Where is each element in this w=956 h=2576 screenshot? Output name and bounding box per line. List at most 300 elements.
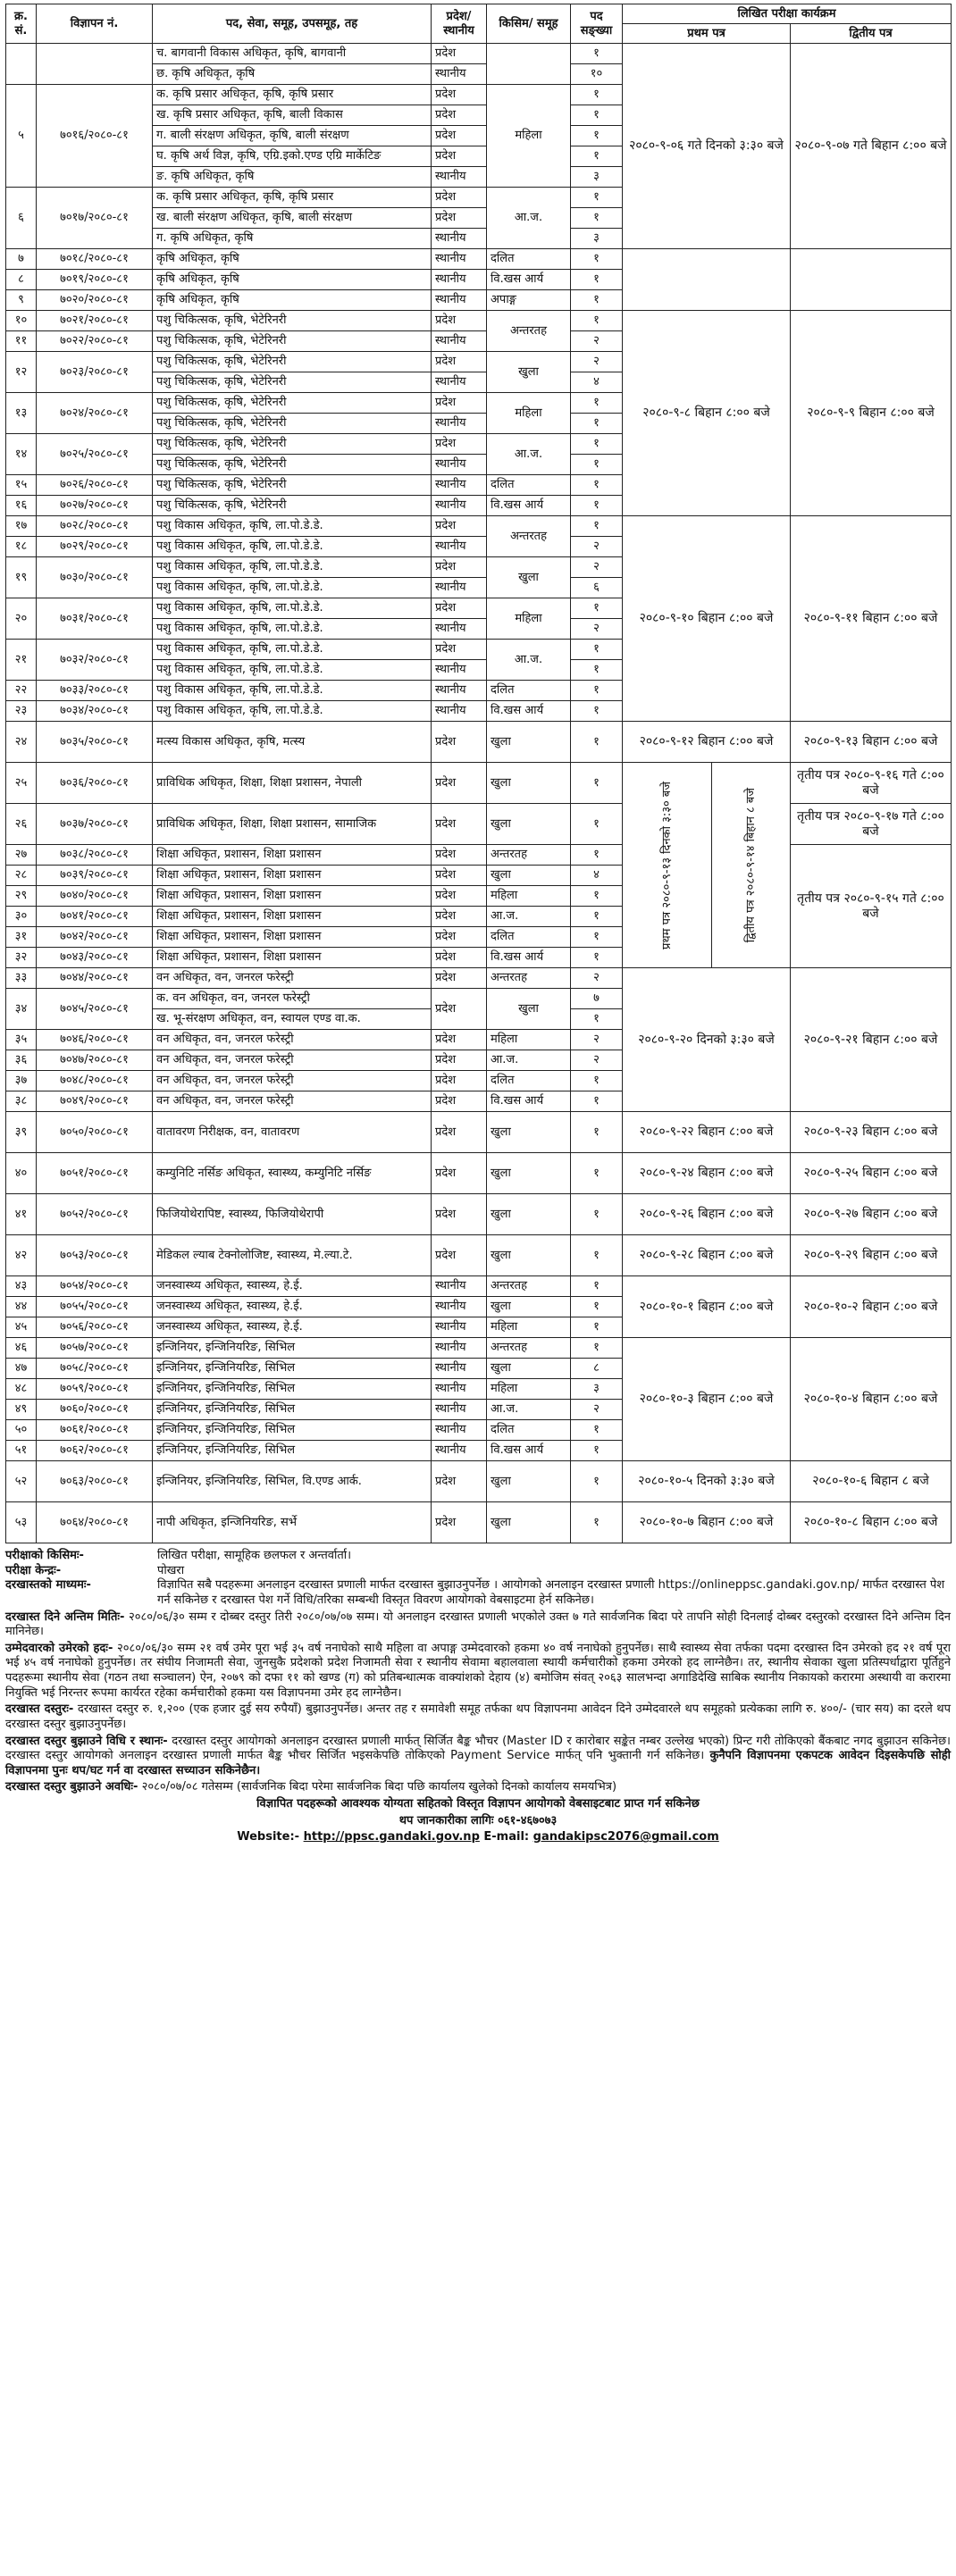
sn-cell: ९ [6,290,37,311]
adv-cell: ७०२१/२०८०-८१ [37,311,153,331]
type-cell: आ.ज. [487,907,571,927]
count-cell: १ [571,660,623,681]
table-row [6,804,952,845]
count-cell: १ [571,1461,623,1502]
adv-cell: ७०५५/२०८०-८१ [37,1297,153,1317]
post-cell: पशु विकास अधिकृत, कृषि, ला.पो.डे.डे. [153,516,432,537]
type-cell: महिला [487,1030,571,1050]
level-cell: स्थानीय [432,414,487,434]
level-cell: प्रदेश [432,1194,487,1235]
adv-cell: ७०५८/२०८०-८१ [37,1359,153,1379]
type-cell: अन्तरतह [487,845,571,866]
level-cell: प्रदेश [432,434,487,455]
level-cell: प्रदेश [432,640,487,660]
level-cell: प्रदेश [432,126,487,146]
sn-cell: १० [6,311,37,331]
sn-cell: २२ [6,681,37,701]
first-paper-date: २०८०-९-२० दिनको ३:३० बजे [623,968,791,1112]
table-row [6,1338,952,1359]
sn-cell: १६ [6,496,37,516]
sn-cell: ३१ [6,927,37,948]
exam-center-label: परीक्षा केन्द्रः- [5,1563,62,1577]
count-cell: १ [571,475,623,496]
count-cell: १ [571,414,623,434]
type-cell: आ.ज. [487,1050,571,1071]
second-paper-date: २०८०-९-२५ बिहान ८:०० बजे [791,1153,952,1194]
table-row [6,845,952,866]
adv-cell: ७०५३/२०८०-८१ [37,1235,153,1276]
sn-cell: २४ [6,722,37,763]
table-row [6,1461,952,1502]
sn-cell: ३३ [6,968,37,989]
count-cell: १ [571,1338,623,1359]
level-cell: स्थानीय [432,167,487,188]
type-cell: वि.खस आर्य [487,1441,571,1461]
level-cell: प्रदेश [432,1461,487,1502]
count-cell: १ [571,188,623,208]
type-cell: अन्तरतह [487,1276,571,1297]
sn-cell: ८ [6,270,37,290]
email-label: E-mail: [483,1830,530,1844]
post-cell: जनस्वास्थ्य अधिकृत, स्वास्थ्य, हे.ई. [153,1317,432,1338]
count-cell: १ [571,290,623,311]
sn-cell: १२ [6,352,37,393]
count-cell: १ [571,907,623,927]
type-cell: खुला [487,352,571,393]
second-paper-date: २०८०-९-२७ बिहान ८:०० बजे [791,1194,952,1235]
type-cell: महिला [487,886,571,907]
level-cell: स्थानीय [432,475,487,496]
count-cell: १ [571,1441,623,1461]
sn-cell: ५१ [6,1441,37,1461]
sn-cell: ३० [6,907,37,927]
level-cell: प्रदेश [432,845,487,866]
post-cell: जनस्वास्थ्य अधिकृत, स्वास्थ्य, हे.ई. [153,1276,432,1297]
post-cell: पशु चिकित्सक, कृषि, भेटेरिनरी [153,331,432,352]
second-paper-date: २०८०-९-११ बिहान ८:०० बजे [791,516,952,722]
first-paper-date: २०८०-९-१० बिहान ८:०० बजे [623,516,791,722]
type-cell: महिला [487,598,571,640]
sn-cell: २५ [6,763,37,804]
adv-cell: ७०५१/२०८०-८१ [37,1153,153,1194]
count-cell: १ [571,126,623,146]
third-paper-date: तृतीय पत्र २०८०-९-१७ गते ८:०० बजे [791,804,952,845]
post-cell: ख. भू-संरक्षण अधिकृत, वन, स्वायल एण्ड वा.क. [153,1009,432,1030]
type-cell: अन्तरतह [487,1338,571,1359]
age-paragraph [5,1642,951,1702]
level-cell: स्थानीय [432,578,487,598]
second-paper-date: २०८०-९-१३ बिहान ८:०० बजे [791,722,952,763]
adv-cell: ७०३७/२०८०-८१ [37,804,153,845]
adv-cell: ७०३६/२०८०-८१ [37,763,153,804]
count-cell: १ [571,516,623,537]
type-cell: अपाङ्ग [487,290,571,311]
post-cell: घ. कृषि अर्थ विज्ञ, कृषि, एग्रि.इको.एण्ड एग्रि मार्केटिङ [153,146,432,167]
post-cell: पशु चिकित्सक, कृषि, भेटेरिनरी [153,475,432,496]
post-cell: पशु विकास अधिकृत, कृषि, ला.पो.डे.डे. [153,640,432,660]
count-cell: १ [571,393,623,414]
sn-cell: ७ [6,249,37,270]
adv-cell: ७०३८/२०८०-८१ [37,845,153,866]
level-cell: प्रदेश [432,188,487,208]
type-cell: खुला [487,1461,571,1502]
post-cell: कृषि अधिकृत, कृषि [153,290,432,311]
notice-info [5,1549,951,1845]
sn-cell: १५ [6,475,37,496]
adv-cell: ७०६०/२०८०-८१ [37,1400,153,1420]
level-cell: स्थानीय [432,64,487,85]
count-cell: १ [571,598,623,619]
level-cell: स्थानीय [432,1400,487,1420]
post-cell: ङ. कृषि अधिकृत, कृषि [153,167,432,188]
table-row [6,968,952,989]
level-cell: स्थानीय [432,249,487,270]
adv-cell: ७०४६/२०८०-८१ [37,1030,153,1050]
application-medium-value: विज्ञापित सबै पदहरूमा अनलाइन दरखास्त प्रणाली मार्फत दरखास्त बुझाउनुपर्नेछ । आयोगको अनलाइन दरखास्त प्रणाली https://onlineppsc.gandaki.gov.np/ मार्फत दरखास्त पेश गर्न सकिनेछ र दरखास्त पेश गर्ने विधि/तरिका सम्बन्धी विस्तृत विवरण आयोगको वेबसाइटमा हेर्न सकिनेछ। [157,1578,945,1607]
post-cell: वन अधिकृत, वन, जनरल फरेस्ट्री [153,1091,432,1112]
post-cell: कृषि अधिकृत, कृषि [153,249,432,270]
fee-paragraph [5,1702,951,1732]
count-cell: २ [571,537,623,557]
adv-cell: ७०१६/२०८०-८१ [37,85,153,188]
level-cell: प्रदेश [432,1153,487,1194]
level-cell: स्थानीय [432,1420,487,1441]
count-cell: ३ [571,229,623,249]
count-cell: १ [571,1071,623,1091]
footer-contact: थप जानकारीका लागिः ०६१-४६७०७३ [398,1813,558,1827]
level-cell: स्थानीय [432,1359,487,1379]
adv-cell: ७०५४/२०८०-८१ [37,1276,153,1297]
post-cell: छ. कृषि अधिकृत, कृषि [153,64,432,85]
header-second-paper: द्वितीय पत्र [791,24,952,44]
count-cell: ३ [571,1379,623,1400]
sn-cell: २१ [6,640,37,681]
count-cell: १ [571,311,623,331]
sn-cell: ३९ [6,1112,37,1153]
level-cell: प्रदेश [432,516,487,537]
third-paper-date: तृतीय पत्र २०८०-९-१५ गते ८:०० बजे [791,845,952,968]
post-cell: पशु चिकित्सक, कृषि, भेटेरिनरी [153,434,432,455]
header-sn: क्र. सं. [6,4,37,44]
adv-cell: ७०६४/२०८०-८१ [37,1502,153,1543]
first-paper-date: २०८०-१०-१ बिहान ८:०० बजे [623,1276,791,1338]
second-paper-date: २०८०-१०-८ बिहान ८:०० बजे [791,1502,952,1543]
exam-center-row [5,1564,951,1579]
post-cell: मत्स्य विकास अधिकृत, कृषि, मत्स्य [153,722,432,763]
sn-cell: ४९ [6,1400,37,1420]
count-cell: १ [571,434,623,455]
type-cell: वि.खस आर्य [487,1091,571,1112]
level-cell: प्रदेश [432,968,487,989]
count-cell: १ [571,845,623,866]
sn-cell: ४४ [6,1297,37,1317]
header-type: किसिम/ समूह [487,4,571,44]
count-cell: १ [571,1297,623,1317]
application-medium-label: दरखास्तको माध्यमः- [5,1578,91,1593]
post-cell: वन अधिकृत, वन, जनरल फरेस्ट्री [153,1030,432,1050]
post-cell: वातावरण निरीक्षक, वन, वातावरण [153,1112,432,1153]
sn-cell: ५० [6,1420,37,1441]
count-cell: १ [571,1276,623,1297]
sn-cell: ११ [6,331,37,352]
adv-cell: ७०५७/२०८०-८१ [37,1338,153,1359]
sn-cell: ४३ [6,1276,37,1297]
count-cell: २ [571,331,623,352]
sn-cell: २७ [6,845,37,866]
application-medium-row [5,1578,951,1608]
type-cell: अन्तरतह [487,968,571,989]
post-cell: पशु चिकित्सक, कृषि, भेटेरिनरी [153,496,432,516]
table-row [6,1112,952,1153]
level-cell: प्रदेश [432,948,487,968]
count-cell: १ [571,763,623,804]
count-cell: १ [571,1502,623,1543]
post-cell: पशु चिकित्सक, कृषि, भेटेरिनरी [153,455,432,475]
type-cell: महिला [487,393,571,434]
age-value: २०८०/०६/३० सम्म २१ वर्ष उमेर पूरा भई ३५ वर्ष ननाघेको साथै महिला वा अपाङ्ग उम्मेदवारको हकमा ४० वर्ष ननाघेको हुनुपर्नेछ। साथै स्वास्थ्य सेवा तर्फका पदमा दरखास्त दिन उमेरको हद २१ वर्ष पूरा भई ४५ वर्ष ननाघेको हुनुपर्नेछ। तर संघीय निजामती सेवा, जुनसुकै प्रदेशको प्रदेश निजामती सेवा र स्थानीय सेवामा बहालवाला स्थायी कर्मचारीको हकमा उमेरको हद लाग्नेछैन। तर, स्थानीय सेवाका खुला प्रतिस्पर्धाद्वारा पूर्तिहुने पदहरूमा स्थानीय सेवा (गठन तथा सञ्चालन) ऐन, २०७९ को दफा ११ को खण्ड (ग) को प्रतिबन्धात्मक वाक्यांशको देहाय (४) बमोजिम संवत् २०६३ सालभन्दा अगाडिदेखि साबिक स्थानीय निकायको करारमा अस्थायी वा करारमा नियुक्ति भई निरन्तर रूपमा कार्यरत रहेका कर्मचारीको हकमा यस विज्ञापनमा उमेर हद लाग्नेछैन। [5,1641,951,1700]
level-cell: प्रदेश [432,1235,487,1276]
adv-cell: ७०५९/२०८०-८१ [37,1379,153,1400]
type-cell: खुला [487,1297,571,1317]
type-cell: खुला [487,1112,571,1153]
post-cell: कृषि अधिकृत, कृषि [153,270,432,290]
type-cell: खुला [487,1235,571,1276]
second-paper-date: २०८०-९-०७ गते बिहान ८:०० बजे [791,44,952,249]
post-cell: पशु विकास अधिकृत, कृषि, ला.पो.डे.डे. [153,598,432,619]
post-cell: क. कृषि प्रसार अधिकृत, कृषि, कृषि प्रसार [153,188,432,208]
level-cell: स्थानीय [432,455,487,475]
type-cell: महिला [487,85,571,188]
count-cell: १ [571,1153,623,1194]
sn-cell: ४२ [6,1235,37,1276]
adv-cell: ७०२२/२०८०-८१ [37,331,153,352]
count-cell: १ [571,208,623,229]
sn-cell: ५ [6,85,37,188]
adv-cell: ७०४७/२०८०-८१ [37,1050,153,1071]
count-cell: २ [571,619,623,640]
adv-cell: ७०१८/२०८०-८१ [37,249,153,270]
post-cell: फिजियोथेरापिष्ट, स्वास्थ्य, फिजियोथेरापी [153,1194,432,1235]
level-cell: प्रदेश [432,1091,487,1112]
adv-cell: ७०२७/२०८०-८१ [37,496,153,516]
post-cell: इन्जिनियर, इन्जिनियरिङ, सिभिल [153,1379,432,1400]
type-cell: खुला [487,1359,571,1379]
sn-cell: ३६ [6,1050,37,1071]
adv-cell: ७०२९/२०८०-८१ [37,537,153,557]
post-cell: क. कृषि प्रसार अधिकृत, कृषि, कृषि प्रसार [153,85,432,105]
table-row [6,1194,952,1235]
count-cell: २ [571,1050,623,1071]
exam-type-row [5,1549,951,1564]
adv-cell: ७०६२/२०८०-८१ [37,1441,153,1461]
type-cell: आ.ज. [487,188,571,249]
adv-cell: ७०२०/२०८०-८१ [37,290,153,311]
level-cell: प्रदेश [432,866,487,886]
payment-deadline-label: दरखास्त दस्तुर बुझाउने अवधिः- [5,1780,138,1794]
deadline-paragraph [5,1610,951,1640]
sn-cell: ४५ [6,1317,37,1338]
type-cell: वि.खस आर्य [487,496,571,516]
level-cell: स्थानीय [432,681,487,701]
exam-center-value: पोखरा [157,1563,185,1577]
count-cell: २ [571,968,623,989]
first-paper-date: २०८०-१०-३ बिहान ८:०० बजे [623,1338,791,1461]
count-cell: १ [571,249,623,270]
second-paper-date: २०८०-१०-२ बिहान ८:०० बजे [791,1276,952,1338]
sn-cell: १४ [6,434,37,475]
footer-links [5,1830,951,1845]
table-row [6,722,952,763]
post-cell: इन्जिनियर, इन्जिनियरिङ, सिभिल, वि.एण्ड आर्क. [153,1461,432,1502]
adv-cell: ७०३१/२०८०-८१ [37,598,153,640]
adv-cell: ७०५२/२०८०-८१ [37,1194,153,1235]
level-cell: प्रदेश [432,927,487,948]
type-cell: वि.खस आर्य [487,701,571,722]
header-post: पद, सेवा, समूह, उपसमूह, तह [153,4,432,44]
payment-value: दरखास्त दस्तुर आयोगको अनलाइन दरखास्त प्रणाली मार्फत् सिर्जित बैङ्क भौचर (Master ID र कारोबार सङ्केत नम्बर उल्लेख भएको) प्रिन्ट गरी तोकिएको बैंकबाट नगद बुझाउन सकिनेछ। दरखास्त दस्तुर आयोगको अनलाइन दरखास्त प्रणाली मार्फत बैङ्क भौचर सिर्जित भइसकेपछि तोकिएको Payment Service मार्फत् पनि भुक्तानी गर्न सकिनेछ। [5,1734,951,1763]
sn-cell: ६ [6,188,37,249]
level-cell: प्रदेश [432,1050,487,1071]
level-cell: प्रदेश [432,352,487,372]
sn-cell: ४६ [6,1338,37,1359]
type-cell: आ.ज. [487,640,571,681]
count-cell: १ [571,1420,623,1441]
type-cell: खुला [487,722,571,763]
level-cell: प्रदेश [432,311,487,331]
type-cell: खुला [487,1194,571,1235]
sn-cell: ५३ [6,1502,37,1543]
type-cell: अन्तरतह [487,516,571,557]
post-cell: प्राविधिक अधिकृत, शिक्षा, शिक्षा प्रशासन, सामाजिक [153,804,432,845]
count-cell: १ [571,496,623,516]
post-cell: पशु चिकित्सक, कृषि, भेटेरिनरी [153,414,432,434]
sn-cell: ३२ [6,948,37,968]
second-paper-vertical: द्वितीय पत्र २०८०-९-१४ बिहान ८ बजे [712,763,791,968]
level-cell: प्रदेश [432,763,487,804]
type-cell: दलित [487,1071,571,1091]
post-cell: शिक्षा अधिकृत, प्रशासन, शिक्षा प्रशासन [153,948,432,968]
deadline-value: २०८०/०६/३० सम्म र दोब्बर दस्तुर तिरी २०८०/०७/०७ सम्म। यो अनलाइन दरखास्त प्रणाली भएकोले उक्त ७ गते सार्वजनिक बिदा परे तापनि सोही दिनलाई दोब्बर दस्तुरको दरखास्त दिने अन्तिम दिन मानिनेछ। [5,1610,951,1639]
sn-cell: ४० [6,1153,37,1194]
type-cell: दलित [487,1420,571,1441]
level-cell: प्रदेश [432,907,487,927]
count-cell: १ [571,886,623,907]
count-cell: २ [571,352,623,372]
adv-cell: ७०३९/२०८०-८१ [37,866,153,886]
payment-warning: कुनैपनि विज्ञापनमा एकपटक आवेदन दिइसकेपछि सोही विज्ञापनमा पुनः थप/घट गर्न वा दरखास्त सच्याउन सकिनेछैन। [5,1749,951,1777]
level-cell: प्रदेश [432,393,487,414]
post-cell: इन्जिनियर, इन्जिनियरिङ, सिभिल [153,1338,432,1359]
level-cell: प्रदेश [432,557,487,578]
sn-cell: १७ [6,516,37,537]
count-cell: १ [571,804,623,845]
age-label: उम्मेदवारको उमेरको हदः- [5,1641,113,1655]
sn-cell: ३७ [6,1071,37,1091]
count-cell: १ [571,146,623,167]
level-cell: स्थानीय [432,1338,487,1359]
fee-value: दरखास्त दस्तुर रु. १,२०० (एक हजार दुई सय रुपैयाँ) बुझाउनुपर्नेछ। अन्तर तह र समावेशी समूह तर्फका थप विज्ञापनमा आवेदन दिने उम्मेदवारले थप समूहको प्रत्येकका लागि रु. ४००/- (चार सय) का दरले थप दरखास्त दस्तुर बुझाउनुपर्नेछ। [5,1702,951,1731]
deadline-label: दरखास्त दिने अन्तिम मितिः- [5,1610,125,1624]
post-cell: शिक्षा अधिकृत, प्रशासन, शिक्षा प्रशासन [153,927,432,948]
second-paper-date: २०८०-१०-४ बिहान ८:०० बजे [791,1338,952,1461]
first-paper-date: २०८०-१०-५ दिनको ३:३० बजे [623,1461,791,1502]
post-cell: पशु चिकित्सक, कृषि, भेटेरिनरी [153,372,432,393]
count-cell: ७ [571,989,623,1009]
post-cell: वन अधिकृत, वन, जनरल फरेस्ट्री [153,968,432,989]
type-cell: दलित [487,681,571,701]
adv-cell: ७०६१/२०८०-८१ [37,1420,153,1441]
post-cell: शिक्षा अधिकृत, प्रशासन, शिक्षा प्रशासन [153,907,432,927]
table-row [6,44,952,64]
post-cell: कम्युनिटि नर्सिङ अधिकृत, स्वास्थ्य, कम्युनिटि नर्सिङ [153,1153,432,1194]
adv-cell: ७०६३/२०८०-८१ [37,1461,153,1502]
first-paper-date: २०८०-९-२६ बिहान ८:०० बजे [623,1194,791,1235]
adv-cell: ७०२८/२०८०-८१ [37,516,153,537]
sn-cell: ३४ [6,989,37,1030]
payment-deadline-value: २०८०/०७/०८ गतेसम्म (सार्वजनिक बिदा परेमा सार्वजनिक बिदा पछि कार्यालय खुलेको दिनको कार्यालय समयभित्र) [141,1780,617,1794]
post-cell: शिक्षा अधिकृत, प्रशासन, शिक्षा प्रशासन [153,866,432,886]
sn-cell: ४८ [6,1379,37,1400]
count-cell: ३ [571,167,623,188]
type-cell: खुला [487,763,571,804]
sn-cell: २३ [6,701,37,722]
count-cell: १ [571,44,623,64]
post-cell: पशु विकास अधिकृत, कृषि, ला.पो.डे.डे. [153,701,432,722]
post-cell: पशु विकास अधिकृत, कृषि, ला.पो.डे.डे. [153,660,432,681]
count-cell: १ [571,1194,623,1235]
adv-cell: ७०४८/२०८०-८१ [37,1071,153,1091]
adv-cell: ७०१९/२०८०-८१ [37,270,153,290]
level-cell: प्रदेश [432,44,487,64]
count-cell: १० [571,64,623,85]
type-cell: खुला [487,804,571,845]
level-cell: स्थानीय [432,229,487,249]
website-label: Website:- [237,1830,300,1844]
post-cell: जनस्वास्थ्य अधिकृत, स्वास्थ्य, हे.ई. [153,1297,432,1317]
post-cell: इन्जिनियर, इन्जिनियरिङ, सिभिल [153,1359,432,1379]
level-cell: स्थानीय [432,1379,487,1400]
post-cell: पशु चिकित्सक, कृषि, भेटेरिनरी [153,393,432,414]
payment-label: दरखास्त दस्तुर बुझाउने विधि र स्थानः- [5,1734,168,1748]
type-cell: वि.खस आर्य [487,948,571,968]
level-cell: प्रदेश [432,598,487,619]
type-cell: खुला [487,1153,571,1194]
exam-type-value: लिखित परीक्षा, सामूहिक छलफल र अन्तर्वार्ता। [157,1549,352,1562]
level-cell: प्रदेश [432,1030,487,1050]
type-cell: दलित [487,927,571,948]
level-cell: स्थानीय [432,660,487,681]
adv-cell: ७०३४/२०८०-८१ [37,701,153,722]
table-row [6,1276,952,1297]
header-count: पद सङ्ख्या [571,4,623,44]
count-cell: १ [571,455,623,475]
sn-cell: २६ [6,804,37,845]
type-cell: दलित [487,475,571,496]
adv-cell: ७०३२/२०८०-८१ [37,640,153,681]
sn-cell: २० [6,598,37,640]
type-cell: महिला [487,1317,571,1338]
sn-cell: ३५ [6,1030,37,1050]
email-link[interactable]: gandakipsc2076@gmail.com [533,1830,719,1844]
website-link[interactable]: http://ppsc.gandaki.gov.np [303,1830,480,1844]
adv-cell: ७०२५/२०८०-८१ [37,434,153,475]
type-cell: आ.ज. [487,1400,571,1420]
type-cell: वि.खस आर्य [487,270,571,290]
first-paper-vertical: प्रथम पत्र २०८०-९-१३ दिनको ३:३० बजे [623,763,712,968]
table-row [6,516,952,537]
header-advertisement-no: विज्ञापन नं. [37,4,153,44]
post-cell: ग. कृषि अधिकृत, कृषि [153,229,432,249]
